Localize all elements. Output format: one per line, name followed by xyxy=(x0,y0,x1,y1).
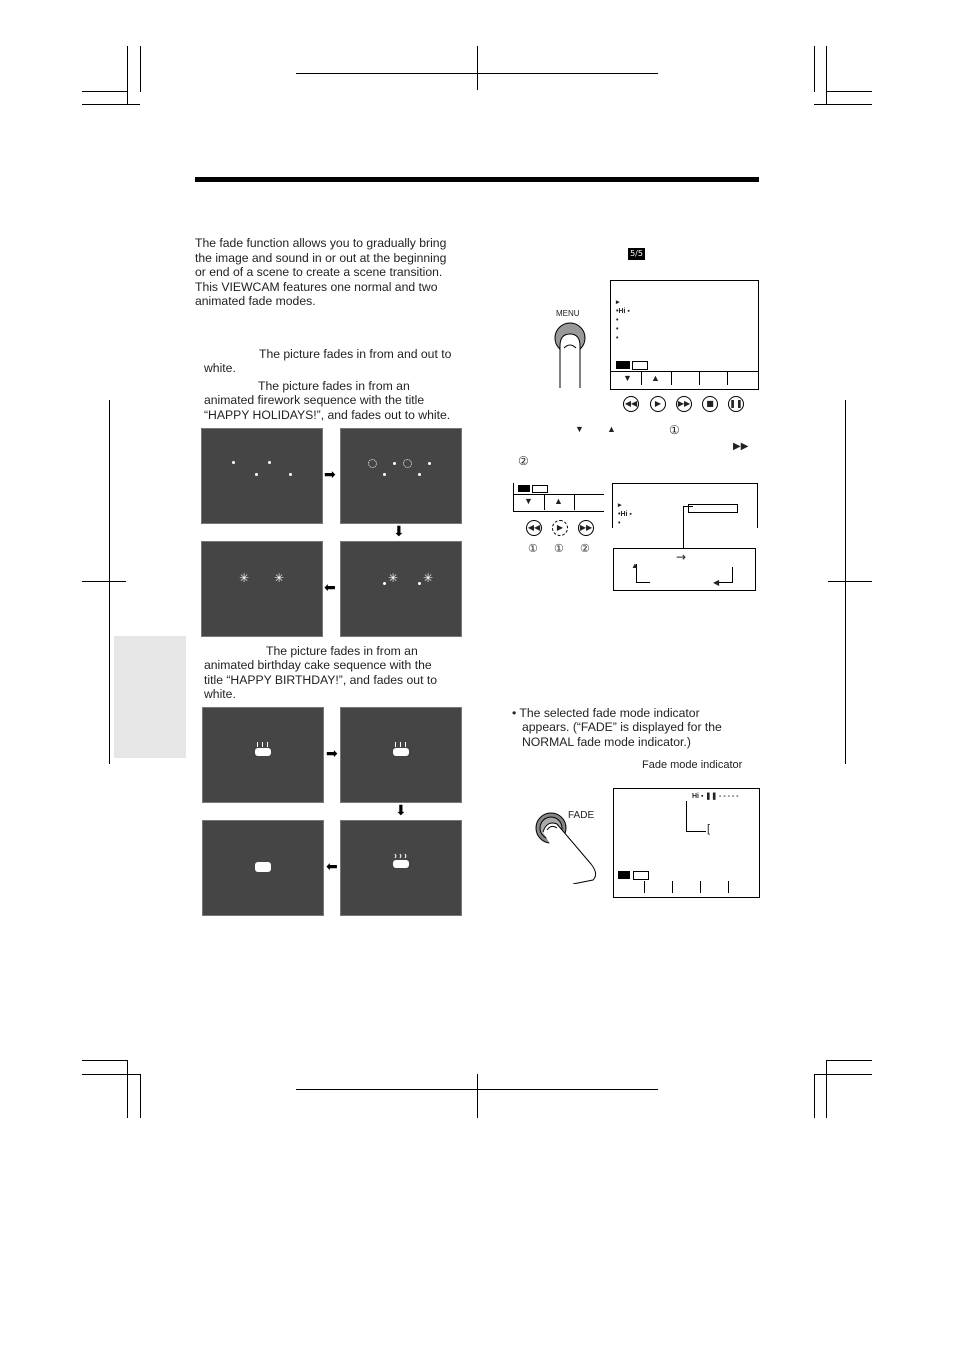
circle-1: ① xyxy=(669,423,680,437)
battery-icon xyxy=(633,871,649,880)
cake-screen-3 xyxy=(340,820,462,916)
holiday-desc: The picture fades in from an xyxy=(258,379,410,393)
crop-mark xyxy=(826,91,872,92)
menu-label: MENU xyxy=(556,309,580,318)
selection-box xyxy=(688,504,738,513)
crop-mark xyxy=(82,1060,128,1061)
play-icon[interactable]: ▶ xyxy=(552,520,568,536)
circle-2: ② xyxy=(580,543,590,555)
down-icon: ▼ xyxy=(524,496,533,506)
header-rule xyxy=(195,177,759,182)
crop-mark xyxy=(814,1074,815,1118)
cake-screen-2 xyxy=(340,707,462,803)
arrow-down-icon: ⬇ xyxy=(395,803,407,819)
hi-indicator: Hi xyxy=(692,793,699,800)
rewind-icon[interactable]: ◀◀ xyxy=(526,520,542,536)
birthday-desc: animated birthday cake sequence with the xyxy=(204,658,432,672)
firework-screen-2 xyxy=(340,428,462,524)
crop-mark xyxy=(140,46,141,92)
bullet-text: NORMAL fade mode indicator.) xyxy=(522,735,691,749)
cake-icon xyxy=(392,853,410,869)
arrow-up-icon: ▲ xyxy=(631,561,639,570)
fade-button-press-icon[interactable] xyxy=(533,808,603,884)
down-icon[interactable]: ▼ xyxy=(623,373,632,383)
hi-indicator: Hi xyxy=(618,308,626,315)
intro-line: The fade function allows you to gradually bring xyxy=(195,236,447,250)
fade-button-label: FADE xyxy=(568,810,595,821)
crop-mark xyxy=(814,46,815,92)
crop-mark xyxy=(109,400,110,764)
birthday-desc: title “HAPPY BIRTHDAY!”, and fades out to xyxy=(204,673,438,687)
lcd-menu-screen: ▸ •Hi ▪ • • • ▼ ▲ xyxy=(610,280,759,390)
cake-icon xyxy=(392,741,410,757)
lcd-menu-screen-2: ▸ •Hi ▪ • xyxy=(612,483,758,528)
cake-screen-4 xyxy=(202,820,324,916)
battery-icon xyxy=(632,361,648,370)
crop-mark xyxy=(845,400,846,764)
pause-icon[interactable]: ❚❚ xyxy=(728,396,744,412)
holiday-desc: animated firework sequence with the title xyxy=(204,393,425,407)
intro-line: or end of a scene to create a scene transition. xyxy=(195,265,443,279)
intro-line: This VIEWCAM features one normal and two xyxy=(195,280,438,294)
fast-forward-icon[interactable]: ▶▶ xyxy=(578,520,594,536)
crop-mark xyxy=(127,46,128,104)
play-icon[interactable]: ▶ xyxy=(650,396,666,412)
up-symbol: ▲ xyxy=(607,424,616,434)
arrow-left-icon: ◀ xyxy=(713,578,720,587)
crop-mark xyxy=(82,1074,140,1075)
fade-indicator-bracket: [ xyxy=(707,823,711,835)
cycle-diagram xyxy=(613,548,756,591)
page-icon: 5/5 xyxy=(628,248,645,260)
cake-screen-1 xyxy=(202,707,324,803)
sidebar-tab xyxy=(114,636,186,758)
arrow-left-icon: ⬅ xyxy=(326,859,338,875)
crop-mark xyxy=(826,1060,872,1061)
crop-mark xyxy=(814,1074,872,1075)
stop-icon[interactable]: ■ xyxy=(702,396,718,412)
intro-line: animated fade modes. xyxy=(195,294,316,308)
crop-mark xyxy=(826,1060,827,1118)
crop-mark xyxy=(140,1074,141,1118)
up-icon: ▲ xyxy=(554,496,563,506)
circle-2: ② xyxy=(518,454,529,468)
rewind-icon[interactable]: ◀◀ xyxy=(623,396,639,412)
crop-mark xyxy=(82,104,140,105)
crop-mark xyxy=(814,104,872,105)
arrow-right-icon: ➡ xyxy=(324,467,336,483)
crop-mark xyxy=(477,1074,478,1118)
hi-indicator: Hi xyxy=(620,511,628,518)
firework-screen-3: ✳ ✳ xyxy=(340,541,462,637)
finger-press-icon xyxy=(552,320,588,390)
crop-mark xyxy=(826,46,827,104)
fast-forward-icon[interactable]: ▶▶ xyxy=(676,396,692,412)
normal-desc: white. xyxy=(204,361,236,375)
crop-mark xyxy=(477,46,478,90)
birthday-desc: white. xyxy=(204,687,236,701)
crop-mark xyxy=(127,1060,128,1118)
circle-1: ① xyxy=(528,543,538,555)
crop-mark xyxy=(828,581,872,582)
ff-symbol: ▶▶ xyxy=(733,441,749,452)
normal-desc: The picture fades in from and out to xyxy=(259,347,452,361)
crop-mark xyxy=(82,91,128,92)
fade-indicator-label: Fade mode indicator xyxy=(642,759,743,771)
arrow-down-icon: ⬇ xyxy=(393,524,405,540)
crop-mark xyxy=(82,581,126,582)
bullet-text: appears. (“FADE” is displayed for the xyxy=(522,720,722,734)
arrow-right-icon: → xyxy=(676,550,687,564)
firework-screen-1 xyxy=(201,428,323,524)
intro-line: the image and sound in or out at the beginning xyxy=(195,251,447,265)
cake-icon xyxy=(254,858,272,874)
firework-screen-4: ✳ ✳ xyxy=(201,541,323,637)
birthday-desc: The picture fades in from an xyxy=(266,644,418,658)
down-symbol: ▼ xyxy=(575,424,584,434)
up-icon[interactable]: ▲ xyxy=(651,373,660,383)
lcd-bar xyxy=(513,483,604,512)
cake-icon xyxy=(254,741,272,757)
circle-1: ① xyxy=(554,543,564,555)
bullet-text: • The selected fade mode indicator xyxy=(512,706,700,720)
holiday-desc: “HAPPY HOLIDAYS!”, and fades out to white. xyxy=(204,408,451,422)
arrow-left-icon: ⬅ xyxy=(324,580,336,596)
arrow-right-icon: ➡ xyxy=(326,746,338,762)
page-icon-small xyxy=(616,361,630,369)
lcd-fade-screen: Hi ▪ ❚❚ - - - - - [ xyxy=(613,788,760,898)
